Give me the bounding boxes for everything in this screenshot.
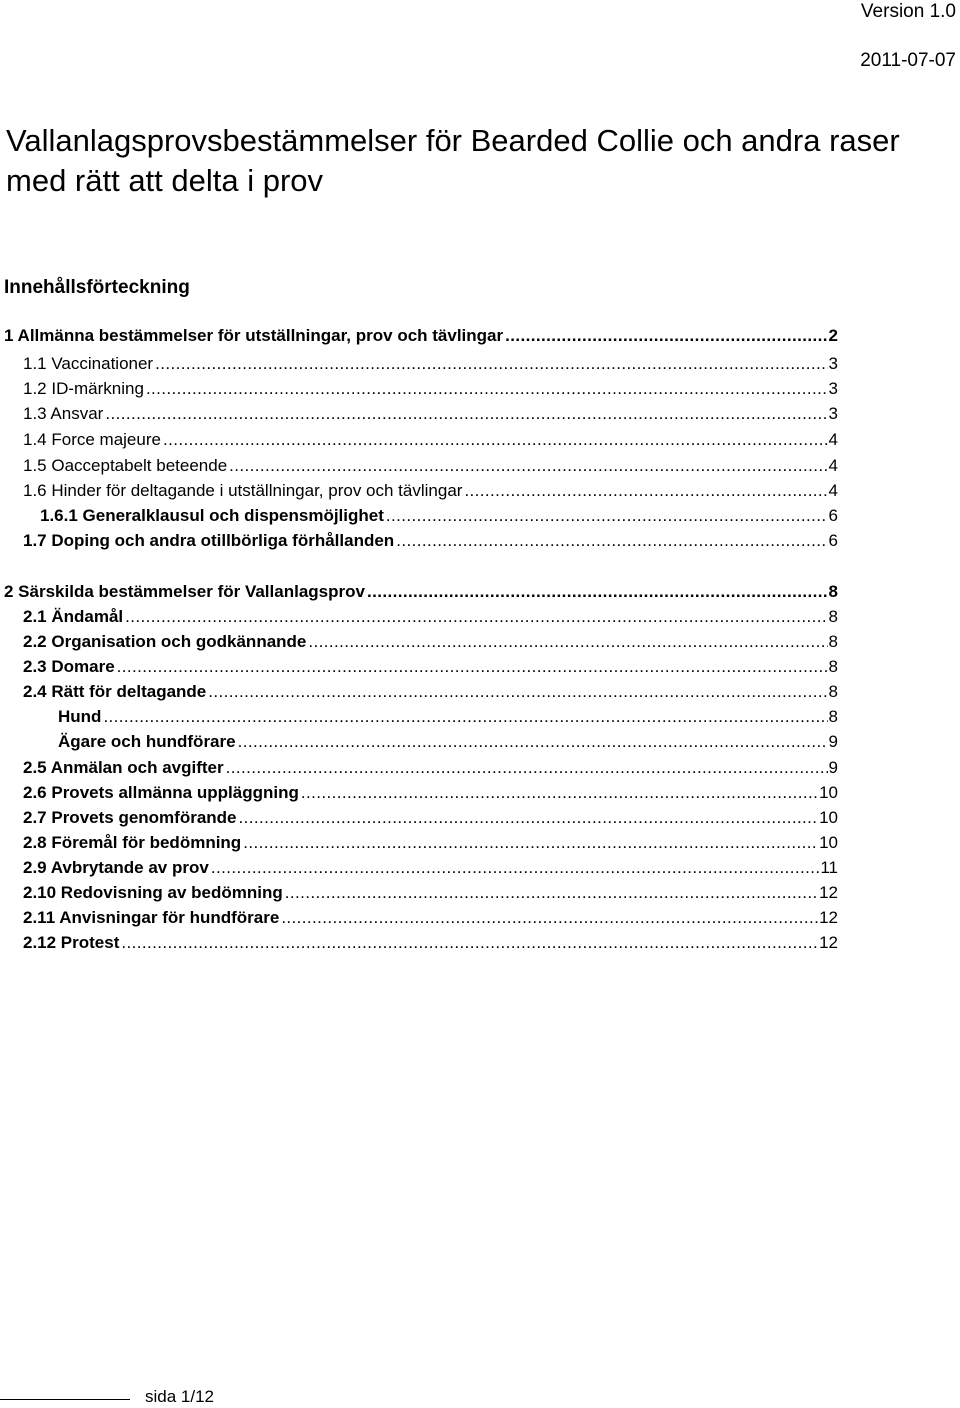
toc-entry-label: 1.5 Oacceptabelt beteende [23,456,228,475]
toc-leader-dots [208,679,827,704]
toc-leader-dots [105,401,827,426]
toc-entry-page: 9 [828,732,838,751]
toc-entry-label: 1.2 ID-märkning [23,379,144,398]
toc-leader-dots [239,805,819,830]
toc-entry-label: Ägare och hundförare [58,732,236,751]
toc-entry-label: 1.3 Ansvar [23,404,104,423]
toc-entry-page: 6 [828,531,838,550]
toc-entry-label: 2.9 Avbrytande av prov [23,858,209,877]
toc-entry-page: 12 [819,883,838,902]
toc-entry-2-8[interactable] [23,830,838,855]
toc-leader-dots [146,376,828,401]
document-date: 2011-07-07 [860,50,956,71]
toc-leader-dots [308,629,827,654]
toc-entry-page: 4 [828,430,838,449]
page-number: sida 1/12 [145,1387,214,1406]
toc-entry-page: 12 [819,933,838,952]
toc-entry-page: 10 [819,783,838,802]
toc-leader-dots [229,453,827,478]
footer-divider [0,1399,130,1400]
toc-entry-2-3[interactable] [23,654,838,679]
toc-leader-dots [386,503,828,528]
toc-entry-2[interactable] [4,579,838,604]
toc-entry-page: 3 [828,404,838,423]
toc-entry-page: 8 [828,632,838,651]
toc-leader-dots [211,855,820,880]
toc-entry-label: 1.7 Doping och andra otillbörliga förhållanden [23,531,395,550]
toc-heading: Innehållsförteckning [4,277,190,298]
toc-leader-dots [121,930,818,955]
toc-entry-page: 2 [828,326,838,345]
toc-entry-1-5[interactable] [23,453,838,478]
toc-entry-page: 11 [820,858,838,877]
toc-entry-label: 2.1 Ändamål [23,607,124,626]
toc-entry-2-6[interactable] [23,780,838,805]
version-label: Version 1.0 [860,1,956,22]
toc-entry-2-4-agare[interactable] [58,729,838,754]
toc-entry-label: 1.1 Vaccinationer [23,354,154,373]
toc-entry-label: 2.5 Anmälan och avgifter [23,758,224,777]
toc-leader-dots [243,830,818,855]
toc-entry-label: 2.8 Föremål för bedömning [23,833,242,852]
toc-entry-page: 10 [819,833,838,852]
toc-leader-dots [163,427,828,452]
toc-leader-dots [301,780,818,805]
toc-entry-2-2[interactable] [23,629,838,654]
toc-entry-label: 2.4 Rätt för deltagande [23,682,207,701]
toc-leader-dots [125,604,827,629]
toc-entry-page: 4 [828,481,838,500]
toc-entry-page: 10 [819,808,838,827]
toc-entry-1[interactable] [4,323,838,348]
toc-leader-dots [285,880,818,905]
toc-entry-page: 3 [828,379,838,398]
toc-leader-dots [396,528,827,553]
toc-entry-1-6-1[interactable] [40,503,838,528]
toc-entry-1-1[interactable] [23,351,838,376]
toc-leader-dots [103,704,827,729]
toc-entry-page: 8 [828,707,838,726]
toc-entry-2-4-hund[interactable] [58,704,838,729]
toc-entry-2-5[interactable] [23,755,838,780]
toc-entry-1-4[interactable] [23,427,838,452]
toc-entry-2-9[interactable] [23,855,838,880]
toc-entry-2-11[interactable] [23,905,838,930]
toc-entry-page: 12 [819,908,838,927]
toc-entry-label: 2.11 Anvisningar för hundförare [23,908,280,927]
toc-entry-label: 2.3 Domare [23,657,115,676]
toc-leader-dots [117,654,828,679]
toc-entry-page: 4 [828,456,838,475]
toc-entry-label: 1 Allmänna bestämmelser för utställningar, prov och tävlingar [4,326,504,345]
toc-entry-1-2[interactable] [23,376,838,401]
toc-entry-page: 6 [828,506,838,525]
toc-entry-1-3[interactable] [23,401,838,426]
toc-entry-label: 2.10 Redovisning av bedömning [23,883,283,902]
toc-entry-2-4[interactable] [23,679,838,704]
document-title: Vallanlagsprovsbestämmelser för Bearded Collie och andra raser med rätt att delta i prov [6,123,900,198]
toc-entry-label: 1.6.1 Generalklausul och dispensmöjlighet [40,506,384,525]
toc-leader-dots [226,755,828,780]
toc-entry-label: 2.7 Provets genomförande [23,808,237,827]
toc-entry-2-10[interactable] [23,880,838,905]
toc-entry-page: 8 [828,607,838,626]
toc-entry-label: 1.4 Force majeure [23,430,161,449]
toc-entry-label: 1.6 Hinder för deltagande i utställningar, prov och tävlingar [23,481,463,500]
toc-leader-dots [155,351,827,376]
toc-entry-label: 2.6 Provets allmänna uppläggning [23,783,299,802]
toc-leader-dots [505,323,827,348]
toc-entry-label: 2.12 Protest [23,933,120,952]
toc-entry-page: 8 [828,682,838,701]
toc-entry-2-1[interactable] [23,604,838,629]
toc-entry-label: Hund [58,707,102,726]
toc-entry-2-12[interactable] [23,930,838,955]
toc-entry-1-7[interactable] [23,528,838,553]
toc-entry-1-6[interactable] [23,478,838,503]
toc-entry-page: 9 [828,758,838,777]
toc-entry-2-7[interactable] [23,805,838,830]
toc-entry-page: 8 [828,657,838,676]
toc-entry-page: 8 [828,582,838,601]
toc-leader-dots [281,905,818,930]
toc-leader-dots [464,478,827,503]
toc-entry-label: 2 Särskilda bestämmelser för Vallanlagsprov [4,582,365,601]
toc-leader-dots [238,729,828,754]
toc-entry-label: 2.2 Organisation och godkännande [23,632,307,651]
toc-entry-page: 3 [828,354,838,373]
toc-leader-dots [367,579,828,604]
